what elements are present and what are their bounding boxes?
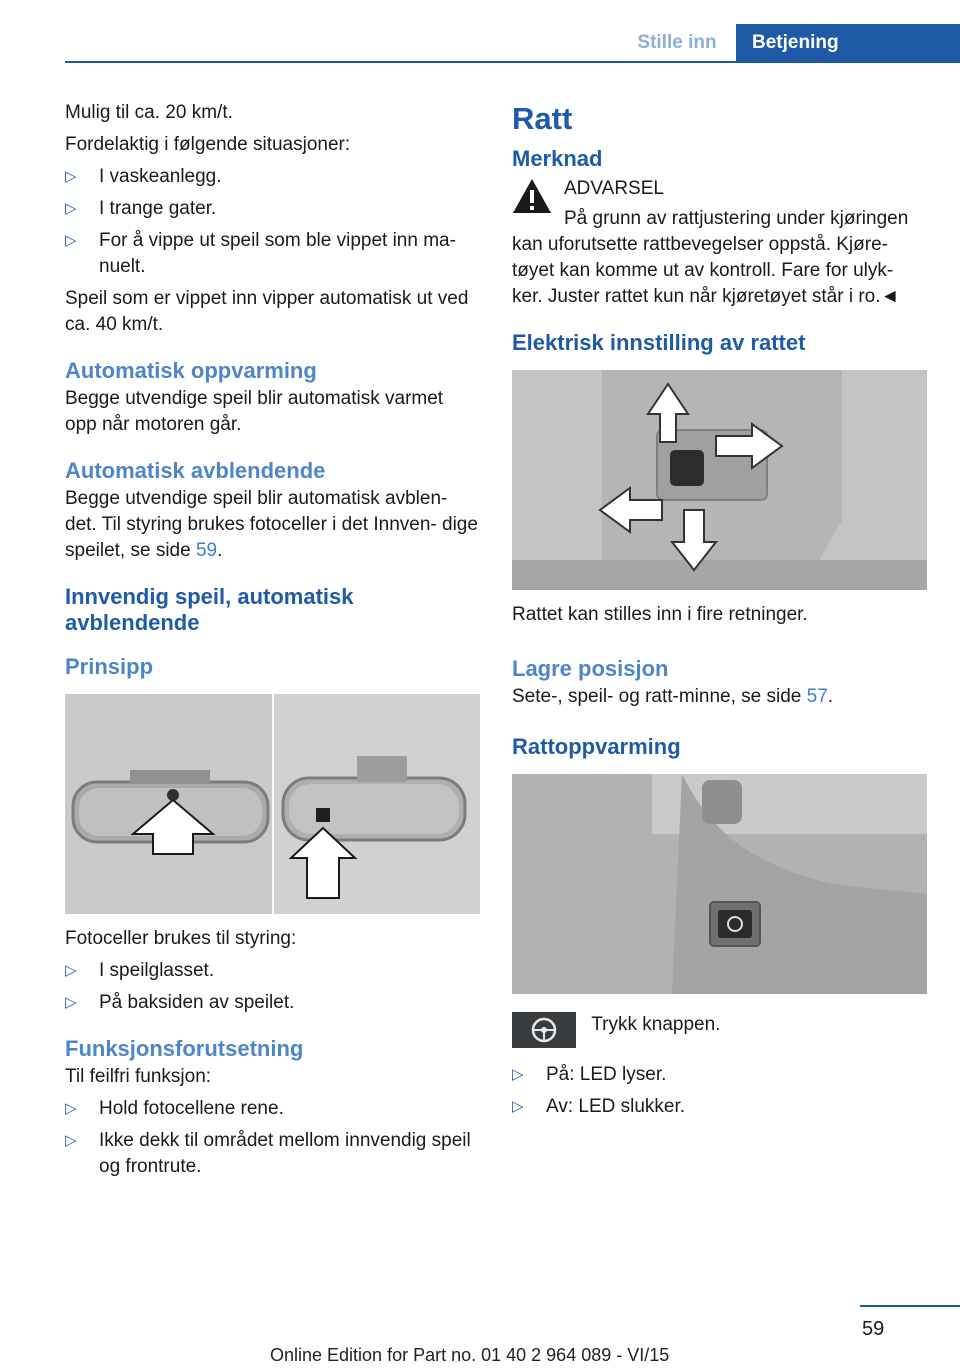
footer-edition: Online Edition for Part no. 01 40 2 964 089 - VI/15 (270, 1345, 670, 1365)
bullet-triangle-icon: ▷ (65, 1132, 77, 1149)
paragraph: Fordelaktig i følgende situasjoner: (65, 134, 351, 155)
bullet-list-funksjon (65, 1096, 480, 1180)
paragraph: Speil som er vippet inn vipper automatisk ut ved ca. 40 km/t. (65, 288, 469, 335)
mirror-photocell-figure (65, 694, 480, 914)
button-instruction: Trykk knappen. (591, 1014, 721, 1035)
heading-ratt: Ratt (512, 101, 573, 136)
paragraph: Til feilfri funksjon: (65, 1066, 212, 1087)
heading-automatisk-avblendende: Automatisk avblendende (65, 458, 326, 483)
warning-text: På grunn av rattjustering under kjøringen kan uforutsette rattbevegelser oppstå. Kjøre‐ tøyet kan komme ut av kontroll. Fare for ulyk‐ ker. Juster rattet kun når kjøretøyet står i ro.◄ (512, 208, 909, 307)
paragraph: Begge utvendige speil blir automatisk varmet opp når motoren går. (65, 388, 444, 435)
right-column (512, 100, 928, 1126)
heading-merknad: Merknad (512, 146, 603, 171)
heading-elektrisk-innstilling: Elektrisk innstilling av rattet (512, 330, 806, 355)
bullet-triangle-icon: ▷ (512, 1066, 524, 1083)
warning-triangle-icon (512, 178, 552, 214)
bullet-triangle-icon: ▷ (512, 1098, 524, 1115)
list-item: ▷ I speilglasset. (65, 958, 480, 984)
bullet-triangle-icon: ▷ (65, 200, 77, 217)
list-item: ▷ I vaskeanlegg. (65, 164, 480, 190)
page-link[interactable]: 57 (806, 686, 828, 707)
list-item: ▷ På: LED lyser. (512, 1062, 928, 1088)
bullet-list-fotoceller (65, 958, 480, 1016)
figure-caption: Fotoceller brukes til styring: (65, 928, 297, 949)
header-tab-stille-inn[interactable]: Stille inn (637, 32, 717, 53)
heading-lagre-posisjon: Lagre posisjon (512, 656, 669, 681)
page-link[interactable]: 59 (195, 540, 218, 561)
header-tab-betjening[interactable]: Betjening (736, 24, 960, 62)
paragraph: Sete-, speil- og ratt-minne, se side 57. (512, 686, 834, 707)
list-item: ▷ For å vippe ut speil som ble vippet inn ma‐ nuelt. (65, 230, 456, 277)
steering-adjust-figure (512, 370, 927, 590)
bullet-triangle-icon: ▷ (65, 994, 77, 1011)
warning-box (512, 176, 928, 310)
paragraph: Begge utvendige speil blir automatisk avblen‐ det. Til styring brukes fotoceller i det Innven‐ dige speilet, se side 59. (65, 488, 478, 561)
list-item: ▷ På baksiden av speilet. (65, 990, 480, 1016)
bullet-list-led (512, 1062, 928, 1120)
bullet-list-situasjoner (65, 164, 480, 280)
warning-title: ADVARSEL (564, 178, 664, 199)
heading-rattoppvarming: Rattoppvarming (512, 734, 681, 759)
steering-heat-button-icon (512, 1012, 576, 1048)
footer-rule (860, 1305, 960, 1307)
heading-funksjonsforutsetning: Funksjonsforutsetning (65, 1036, 304, 1061)
list-item: ▷ I trange gater. (65, 196, 480, 222)
bullet-triangle-icon: ▷ (65, 232, 77, 249)
button-row (512, 1012, 928, 1048)
list-item: ▷ Av: LED slukker. (512, 1094, 928, 1120)
paragraph: Mulig til ca. 20 km/t. (65, 102, 233, 123)
left-column (65, 100, 480, 1186)
bullet-triangle-icon: ▷ (65, 962, 77, 979)
figure-caption: Rattet kan stilles inn i fire retninger. (512, 604, 808, 625)
heading-innvendig-speil: Innvendig speil, automatisk avblendende (65, 584, 354, 635)
heading-prinsipp: Prinsipp (65, 654, 154, 679)
bullet-triangle-icon: ▷ (65, 1100, 77, 1117)
heating-button-figure (512, 774, 927, 994)
page-number: 59 (862, 1318, 885, 1340)
list-item: ▷ Ikke dekk til området mellom innvendig speil og frontrute. (65, 1130, 471, 1177)
heading-automatisk-oppvarming: Automatisk oppvarming (65, 358, 317, 383)
bullet-triangle-icon: ▷ (65, 168, 77, 185)
list-item: ▷ Hold fotocellene rene. (65, 1096, 480, 1122)
